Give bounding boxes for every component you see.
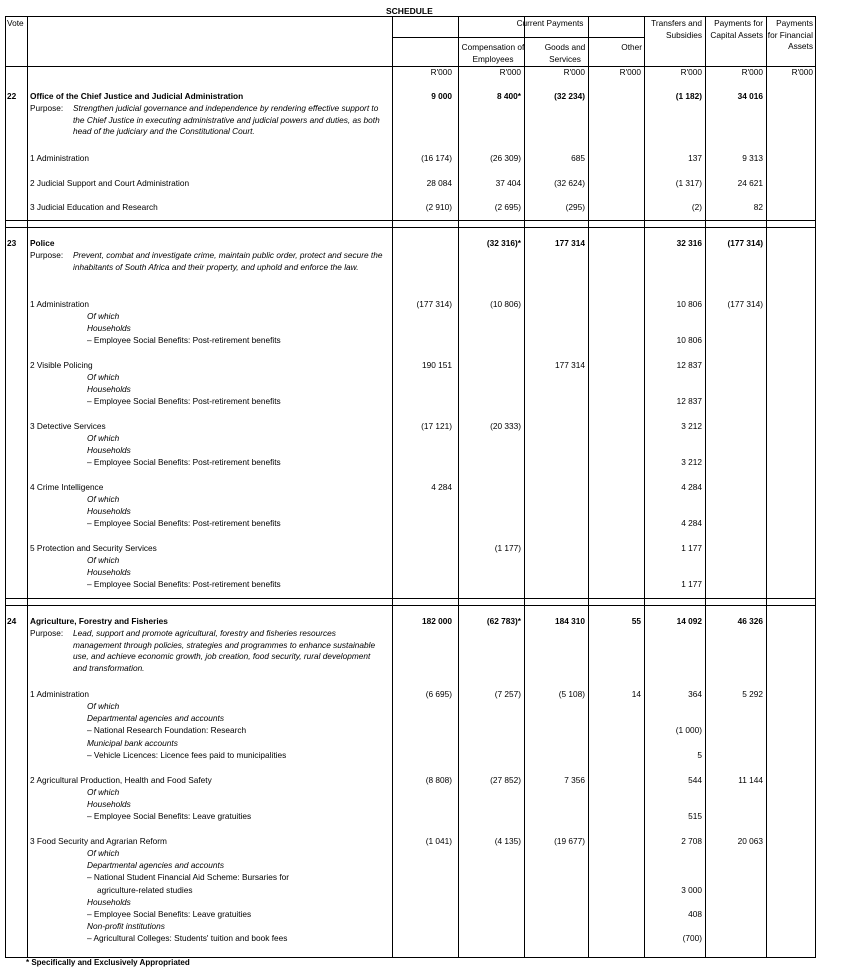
column-divider (27, 16, 28, 957)
programme-compensation: (27 852) (490, 775, 521, 785)
column-divider (766, 16, 767, 957)
vote-title: Police (30, 238, 55, 248)
programme-capital: 5 292 (742, 689, 763, 699)
capital-assets-header: Payments for Capital Assets (710, 18, 763, 40)
programme-transfers: 137 (688, 153, 702, 163)
note-heading: Households (87, 384, 131, 395)
programme-amount: 4 284 (431, 482, 452, 492)
programme-capital: (177 314) (727, 299, 763, 309)
programme-amount: (8 808) (425, 775, 452, 785)
vote-total-transfers: 14 092 (676, 616, 702, 626)
note-heading: Of which (87, 848, 120, 858)
note-heading: Households (87, 567, 131, 578)
programme-amount: (6 695) (425, 689, 452, 699)
vote-total-transfers: (1 182) (675, 91, 702, 101)
financial-assets-header: Payments for Financial Assets (767, 18, 813, 51)
programme-capital: 20 063 (737, 836, 763, 846)
note-item: – Employee Social Benefits: Leave gratuities (87, 811, 252, 822)
note-item: – Employee Social Benefits: Post-retirement benefits (87, 518, 281, 529)
note-item: – Employee Social Benefits: Leave gratuities (87, 909, 252, 919)
unit-label: R'000 (499, 67, 521, 77)
vote-total-compensation: 8 400* (497, 91, 521, 101)
vote-total-amount: 9 000 (431, 91, 452, 101)
table-top-rule (5, 16, 816, 17)
schedule-title: SCHEDULE (386, 6, 433, 16)
programme-transfers: (1 317) (675, 178, 702, 188)
note-value: 3 212 (681, 457, 702, 468)
note-value: 4 284 (681, 518, 702, 529)
note-value: 3 000 (681, 884, 702, 895)
note-item: – Employee Social Benefits: Post-retirement benefits (87, 457, 281, 468)
note-item: – Employee Social Benefits: Post-retirement benefits (87, 335, 281, 346)
programme-goods: 685 (571, 153, 585, 163)
note-heading: Departmental agencies and accounts (87, 713, 224, 724)
vote-total-compensation: (32 316)* (486, 238, 521, 248)
vote-purpose: Strengthen judicial governance and independence by rendering effective support to the Chief Justice in executing administrative and judicial powers and duties, as both head of the judiciary and the Constitutional Court. (73, 103, 380, 136)
vote-number: 22 (7, 91, 17, 101)
programme-goods: (5 108) (558, 689, 585, 699)
programme-capital: 11 144 (738, 775, 763, 785)
programme-compensation: (20 333) (490, 421, 521, 431)
other-header: Other (621, 42, 642, 52)
note-value: 408 (688, 909, 702, 919)
vote-total-goods: 184 310 (555, 616, 585, 626)
programme-compensation: (2 695) (494, 202, 521, 212)
programme-transfers: 12 837 (676, 360, 702, 370)
goods-services-header: Goods and Services (544, 42, 586, 64)
compensation-header: Compensation of Employees (461, 42, 525, 64)
programme-amount: (177 314) (416, 299, 452, 309)
vote-total-other: 55 (631, 616, 641, 626)
programme-compensation: (1 177) (494, 543, 521, 553)
programme-amount: 28 084 (426, 178, 452, 188)
vote-separator-rule (5, 220, 816, 221)
vote-title: Agriculture, Forestry and Fisheries (30, 616, 168, 626)
column-divider (815, 16, 816, 957)
note-value: (700) (682, 933, 702, 944)
programme-capital: 24 621 (737, 178, 763, 188)
footnote: * Specifically and Exclusively Appropriated (26, 958, 190, 967)
note-heading: Non-profit institutions (87, 921, 165, 932)
vote-number: 23 (7, 238, 17, 248)
programme-goods: 177 314 (555, 360, 585, 370)
programme-label: 2 Judicial Support and Court Administration (30, 178, 190, 188)
unit-label: R'000 (430, 67, 452, 77)
purpose-label: Purpose: (30, 250, 64, 260)
note-heading: Households (87, 506, 131, 517)
note-heading: Of which (87, 372, 120, 382)
vote-title: Office of the Chief Justice and Judicial Administration (30, 91, 244, 101)
vote-total-goods: 177 314 (555, 238, 585, 248)
programme-amount: (2 910) (425, 202, 452, 212)
vote-total-capital: (177 314) (727, 238, 763, 248)
programme-goods: 7 356 (564, 775, 585, 785)
transfers-header: Transfers and Subsidies (651, 18, 702, 40)
appropriation-schedule-table (5, 16, 815, 957)
note-item: agriculture-related studies (97, 884, 193, 895)
vote-total-capital: 46 326 (737, 616, 763, 626)
note-heading: Of which (87, 555, 120, 565)
note-heading: Of which (87, 494, 120, 504)
programme-transfers: 4 284 (681, 482, 702, 492)
note-heading: Municipal bank accounts (87, 737, 178, 748)
programme-compensation: (7 257) (494, 689, 521, 699)
programme-label: 1 Administration (30, 153, 90, 163)
programme-compensation: (10 806) (490, 299, 521, 309)
programme-label: 2 Agricultural Production, Health and Food Safety (30, 775, 212, 785)
programme-goods: (32 624) (554, 178, 585, 188)
note-item: – Agricultural Colleges: Students' tuition and book fees (87, 933, 288, 944)
programme-transfers: 2 708 (681, 836, 702, 846)
note-value: 12 837 (676, 396, 702, 407)
programme-label: 5 Protection and Security Services (30, 543, 157, 553)
note-heading: Households (87, 799, 131, 810)
vote-purpose: Prevent, combat and investigate crime, maintain public order, protect and secure the inhabitants of South Africa and their property, and uphold and enforce the law. (73, 250, 383, 272)
programme-compensation: (26 309) (490, 153, 521, 163)
programme-amount: (16 174) (421, 153, 452, 163)
vote-separator-rule (5, 605, 816, 606)
programme-amount: (1 041) (425, 836, 452, 846)
vote-total-transfers: 32 316 (676, 238, 702, 248)
note-value: 5 (697, 749, 702, 760)
note-item: – Vehicle Licences: Licence fees paid to municipalities (87, 749, 287, 760)
programme-other: 14 (631, 689, 641, 699)
vote-total-goods: (32 234) (554, 91, 585, 101)
programme-transfers: 10 806 (676, 299, 702, 309)
note-heading: Of which (87, 311, 120, 321)
note-value: 1 177 (681, 579, 702, 590)
vote-purpose: Lead, support and promote agricultural, forestry and fisheries resources management through policies, strategies and programmes to enhance sustainable use, and achieve economic growth, job creation, food security, rural development and transformation. (73, 628, 376, 673)
note-heading: Households (87, 896, 131, 907)
note-value: 515 (688, 811, 702, 822)
programme-goods: (19 677) (554, 836, 585, 846)
vote-header: Vote (7, 18, 24, 28)
programme-compensation: 37 404 (495, 178, 521, 188)
programme-label: 1 Administration (30, 299, 90, 309)
purpose-label: Purpose: (30, 103, 64, 113)
programme-label: 3 Detective Services (30, 421, 106, 431)
programme-compensation: (4 135) (494, 836, 521, 846)
programme-transfers: 364 (688, 689, 702, 699)
vote-total-capital: 34 016 (737, 91, 763, 101)
vote-total-amount: 182 000 (422, 616, 452, 626)
unit-label: R'000 (791, 67, 813, 77)
note-heading: Departmental agencies and accounts (87, 860, 224, 871)
programme-label: 2 Visible Policing (30, 360, 93, 370)
programme-transfers: (2) (691, 202, 702, 212)
current-payments-header: Current Payments (516, 18, 584, 28)
vote-total-compensation: (62 783)* (486, 616, 521, 626)
note-heading: Of which (87, 433, 120, 443)
vote-separator-rule (5, 598, 816, 599)
unit-label: R'000 (563, 67, 585, 77)
unit-label: R'000 (619, 67, 641, 77)
column-divider (5, 16, 6, 957)
note-item: – Employee Social Benefits: Post-retirement benefits (87, 396, 281, 407)
programme-amount: (17 121) (421, 421, 452, 431)
programme-capital: 9 313 (742, 153, 763, 163)
note-value: 10 806 (676, 335, 702, 346)
unit-label: R'000 (680, 67, 702, 77)
note-heading: Households (87, 323, 131, 334)
programme-amount: 190 151 (422, 360, 452, 370)
note-item: – Employee Social Benefits: Post-retirement benefits (87, 579, 281, 590)
programme-transfers: 544 (688, 775, 702, 785)
note-heading: Of which (87, 787, 120, 797)
programme-goods: (295) (565, 202, 585, 212)
note-item: – National Research Foundation: Research (87, 725, 247, 736)
programme-transfers: 3 212 (681, 421, 702, 431)
note-value: (1 000) (675, 725, 702, 736)
programme-transfers: 1 177 (681, 543, 702, 553)
programme-capital: 82 (753, 202, 763, 212)
note-item: – National Student Financial Aid Scheme: Bursaries for (87, 872, 289, 883)
current-payments-rule (392, 37, 644, 38)
vote-separator-rule (5, 227, 816, 228)
note-heading: Of which (87, 701, 120, 711)
note-heading: Households (87, 445, 131, 456)
purpose-label: Purpose: (30, 628, 64, 638)
programme-label: 3 Judicial Education and Research (30, 202, 158, 212)
unit-label: R'000 (741, 67, 763, 77)
programme-label: 4 Crime Intelligence (30, 482, 104, 492)
programme-label: 3 Food Security and Agrarian Reform (30, 836, 167, 846)
programme-label: 1 Administration (30, 689, 90, 699)
vote-number: 24 (7, 616, 17, 626)
